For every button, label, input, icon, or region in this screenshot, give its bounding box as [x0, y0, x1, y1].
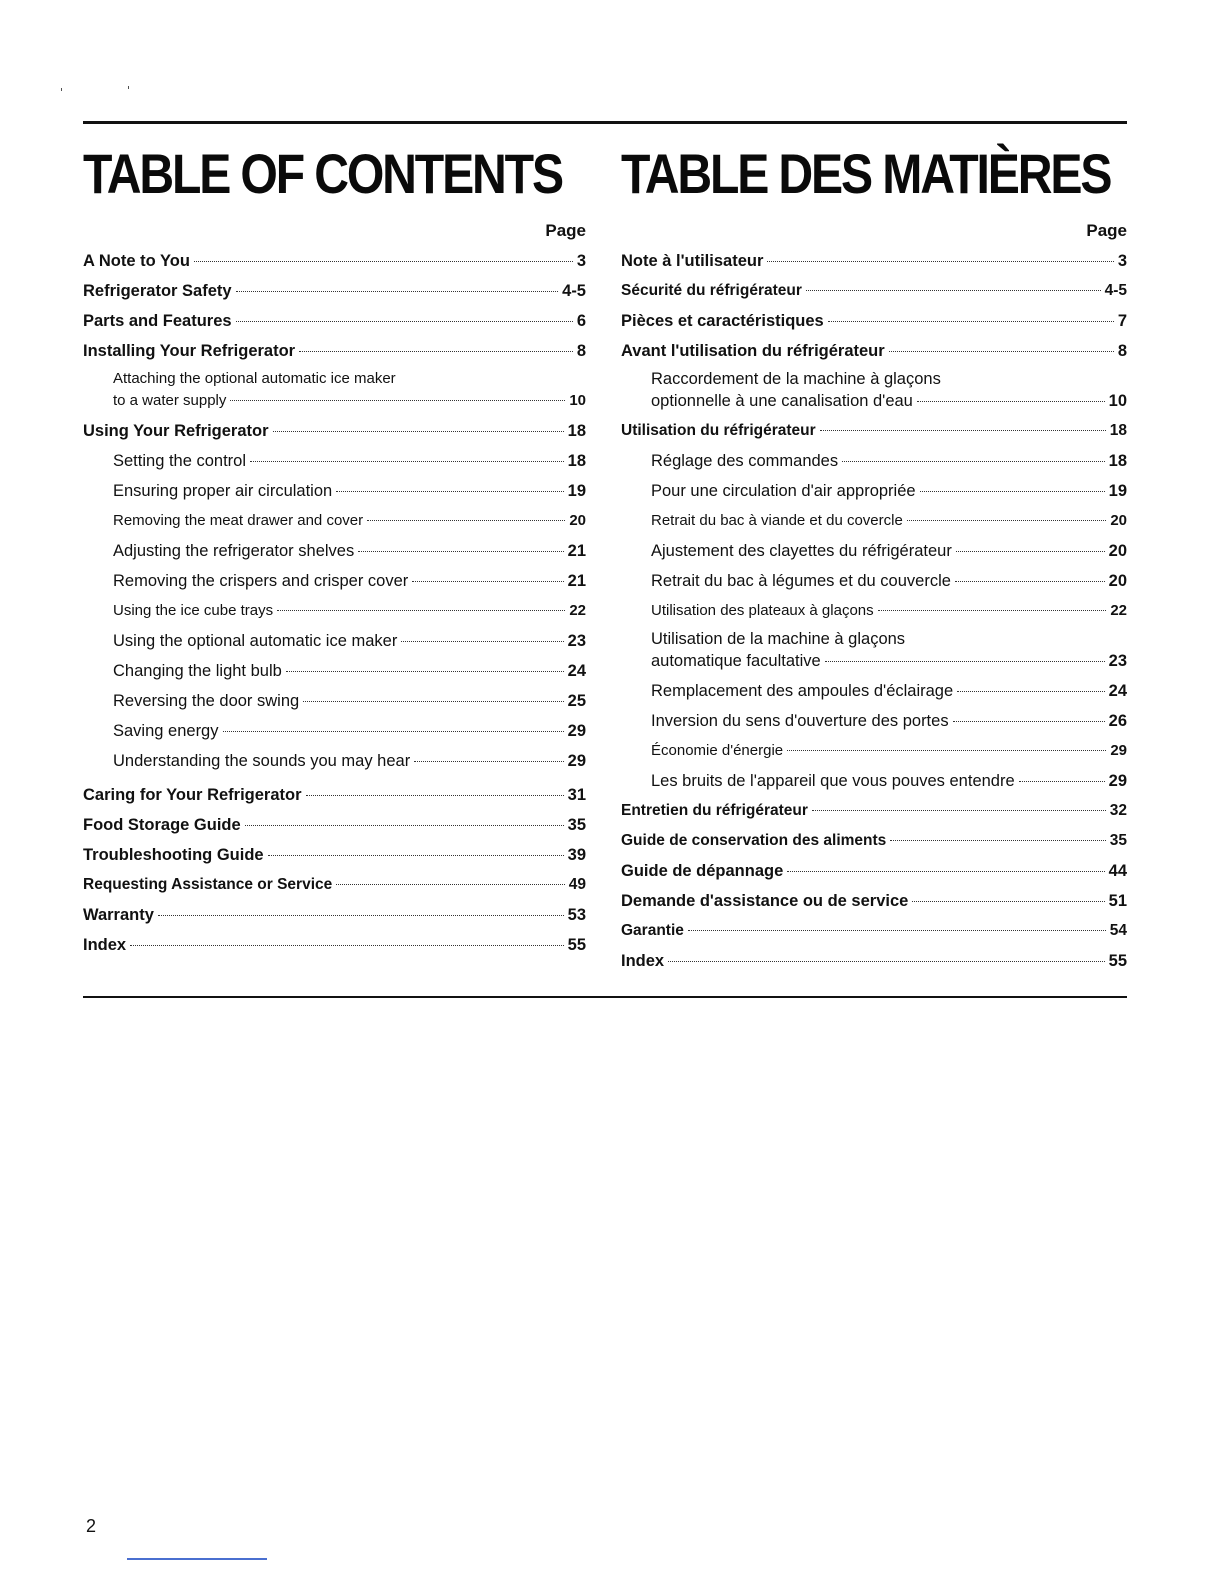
toc-entry[interactable]: [621, 916, 1127, 946]
entry-label-continued: automatique facultative: [651, 652, 821, 670]
dot-leader: [668, 961, 1105, 962]
toc-entry[interactable]: [83, 656, 586, 686]
entry-page: 29: [567, 752, 586, 770]
dot-leader: [277, 610, 565, 611]
toc-entry[interactable]: [621, 596, 1127, 626]
toc-entry[interactable]: [621, 946, 1127, 976]
entry-page: 20: [1108, 572, 1127, 590]
dot-leader: [825, 661, 1105, 662]
entry-page: 18: [567, 422, 586, 440]
entry-label: Note à l'utilisateur: [621, 252, 764, 270]
dot-leader: [367, 520, 565, 521]
entry-page: 22: [569, 602, 586, 619]
dot-leader: [299, 351, 573, 352]
dot-leader: [787, 750, 1106, 751]
entry-label: Inversion du sens d'ouverture des portes: [651, 712, 949, 730]
entry-page: 53: [567, 906, 586, 924]
english-page-label: Page: [545, 221, 586, 240]
dot-leader: [787, 871, 1104, 872]
entry-page: 10: [1108, 392, 1127, 410]
entry-page: 18: [1108, 452, 1127, 470]
toc-entry[interactable]: [621, 336, 1127, 366]
toc-entry[interactable]: [83, 416, 586, 446]
toc-entry[interactable]: [621, 366, 1127, 416]
toc-entry[interactable]: [621, 476, 1127, 506]
dot-leader: [273, 431, 564, 432]
entry-label: Food Storage Guide: [83, 816, 241, 834]
entry-label: Utilisation du réfrigérateur: [621, 422, 816, 439]
entry-page: 23: [1108, 652, 1127, 670]
toc-entry[interactable]: [621, 736, 1127, 766]
entry-label: Ensuring proper air circulation: [113, 482, 333, 500]
entry-label: Ajustement des clayettes du réfrigérateur: [651, 542, 952, 560]
toc-entry[interactable]: [621, 826, 1127, 856]
entry-label: Troubleshooting Guide: [83, 846, 264, 864]
dot-leader: [1019, 781, 1105, 782]
dot-leader: [286, 671, 564, 672]
toc-entry[interactable]: [83, 476, 586, 506]
entry-page: 18: [567, 452, 586, 470]
toc-entry[interactable]: [621, 416, 1127, 446]
entry-label: Understanding the sounds you may hear: [113, 752, 411, 770]
english-toc: [83, 138, 586, 960]
toc-entry[interactable]: [83, 840, 586, 870]
entry-page: 4-5: [562, 282, 586, 300]
entry-page: 29: [1108, 772, 1127, 790]
dot-leader: [889, 351, 1114, 352]
entry-page: 31: [567, 786, 586, 804]
dot-leader: [230, 400, 565, 401]
entry-page: 25: [567, 692, 586, 710]
french-title: TABLE DES MATIÈRES: [621, 142, 1111, 205]
dot-leader: [828, 321, 1114, 322]
toc-entry[interactable]: [83, 870, 586, 900]
dot-leader: [812, 810, 1106, 811]
entry-page: 8: [1117, 342, 1127, 360]
entry-label: Changing the light bulb: [113, 662, 282, 680]
dot-leader: [130, 945, 564, 946]
toc-entry[interactable]: [83, 626, 586, 656]
entry-label: Sécurité du réfrigérateur: [621, 282, 802, 299]
dot-leader: [336, 491, 563, 492]
entry-label: Remplacement des ampoules d'éclairage: [651, 682, 954, 700]
toc-entry[interactable]: [621, 856, 1127, 886]
entry-page: 55: [1108, 952, 1127, 970]
entry-label: Utilisation des plateaux à glaçons: [651, 602, 874, 619]
toc-entry[interactable]: [621, 566, 1127, 596]
toc-entry[interactable]: [83, 596, 586, 626]
dot-leader: [236, 291, 559, 292]
entry-page: 3: [1117, 252, 1127, 270]
dot-leader: [878, 610, 1107, 611]
scan-artifact-line: [127, 1558, 267, 1560]
dot-leader: [953, 721, 1105, 722]
entry-page: 54: [1109, 922, 1127, 939]
entry-label: Attaching the optional automatic ice maker: [113, 370, 396, 387]
entry-page: 22: [1110, 602, 1127, 619]
dot-leader: [842, 461, 1105, 462]
toc-entry[interactable]: [83, 506, 586, 536]
entry-page: 29: [567, 722, 586, 740]
dot-leader: [358, 551, 563, 552]
entry-label: Index: [621, 952, 665, 970]
entry-label: Retrait du bac à légumes et du couvercle: [651, 572, 951, 590]
entry-label: Les bruits de l'appareil que vous pouves entendre: [651, 772, 1015, 790]
entry-page: 35: [567, 816, 586, 834]
entry-page: 51: [1108, 892, 1127, 910]
entry-label: Pour une circulation d'air appropriée: [651, 482, 916, 500]
entry-label: Retrait du bac à viande et du covercle: [651, 512, 903, 529]
entry-page: 19: [567, 482, 586, 500]
entry-label: Entretien du réfrigérateur: [621, 802, 808, 819]
toc-entry[interactable]: [621, 246, 1127, 276]
entry-label: Using the optional automatic ice maker: [113, 632, 398, 650]
toc-entry[interactable]: [83, 746, 586, 776]
entry-label: Réglage des commandes: [651, 452, 839, 470]
dot-leader: [920, 491, 1105, 492]
entry-page: 26: [1108, 712, 1127, 730]
entry-label: Garantie: [621, 922, 684, 939]
entry-page: 7: [1117, 312, 1127, 330]
toc-entry[interactable]: [83, 536, 586, 566]
entry-page: 6: [576, 312, 586, 330]
toc-entry[interactable]: [621, 506, 1127, 536]
entry-label: Removing the crispers and crisper cover: [113, 572, 409, 590]
entry-page: 24: [567, 662, 586, 680]
dot-leader: [414, 761, 563, 762]
entry-label: Utilisation de la machine à glaçons: [651, 630, 906, 648]
scan-mark: ': [60, 86, 64, 99]
entry-label: Avant l'utilisation du réfrigérateur: [621, 342, 885, 360]
toc-entry[interactable]: [621, 796, 1127, 826]
dot-leader: [158, 915, 564, 916]
entry-page: 21: [567, 572, 586, 590]
entry-label: Index: [83, 936, 127, 954]
entry-page: 32: [1109, 802, 1127, 819]
dot-leader: [194, 261, 573, 262]
entry-label-continued: optionnelle à une canalisation d'eau: [651, 392, 913, 410]
entry-page: 10: [569, 392, 586, 409]
entry-page: 19: [1108, 482, 1127, 500]
dot-leader: [907, 520, 1106, 521]
dot-leader: [336, 884, 565, 885]
dot-leader: [806, 290, 1101, 291]
dot-leader: [303, 701, 563, 702]
toc-entry[interactable]: [83, 276, 586, 306]
entry-label: Warranty: [83, 906, 154, 924]
english-title: TABLE OF CONTENTS: [83, 142, 562, 205]
dot-leader: [268, 855, 564, 856]
toc-entry[interactable]: [621, 626, 1127, 676]
toc-entry[interactable]: [83, 686, 586, 716]
toc-entry[interactable]: [621, 446, 1127, 476]
dot-leader: [955, 581, 1105, 582]
entry-page: 4-5: [1104, 282, 1127, 299]
toc-entry[interactable]: [83, 566, 586, 596]
dot-leader: [957, 691, 1104, 692]
page-number: 2: [86, 1516, 97, 1536]
toc-entry[interactable]: [83, 810, 586, 840]
entry-page: 8: [576, 342, 586, 360]
dot-leader: [956, 551, 1105, 552]
toc-entry[interactable]: [83, 446, 586, 476]
dot-leader: [917, 401, 1105, 402]
entry-label: Reversing the door swing: [113, 692, 300, 710]
dot-leader: [412, 581, 563, 582]
dot-leader: [890, 840, 1105, 841]
entry-page: 21: [567, 542, 586, 560]
toc-entry[interactable]: [621, 886, 1127, 916]
bottom-rule: [83, 996, 1127, 998]
entry-page: 18: [1109, 422, 1127, 439]
entry-page: 3: [576, 252, 586, 270]
entry-label: Raccordement de la machine à glaçons: [651, 370, 941, 388]
toc-entry[interactable]: [83, 900, 586, 930]
toc-entry[interactable]: [83, 246, 586, 276]
top-rule: [83, 121, 1127, 124]
dot-leader: [912, 901, 1104, 902]
entry-label: Installing Your Refrigerator: [83, 342, 296, 360]
dot-leader: [767, 261, 1113, 262]
entry-page: 24: [1108, 682, 1127, 700]
entry-page: 39: [567, 846, 586, 864]
toc-entry[interactable]: [621, 706, 1127, 736]
entry-label: Using Your Refrigerator: [83, 422, 269, 440]
toc-entry[interactable]: [621, 276, 1127, 306]
entry-label: Using the ice cube trays: [113, 602, 274, 619]
toc-entry[interactable]: [83, 306, 586, 336]
entry-label: Guide de conservation des aliments: [621, 832, 887, 849]
entry-label: Économie d'énergie: [651, 742, 784, 759]
entry-page: 29: [1110, 742, 1127, 759]
dot-leader: [401, 641, 563, 642]
entry-page: 35: [1109, 832, 1127, 849]
dot-leader: [236, 321, 573, 322]
toc-entry[interactable]: [83, 716, 586, 746]
toc-entry[interactable]: [621, 676, 1127, 706]
dot-leader: [250, 461, 564, 462]
entry-label: Refrigerator Safety: [83, 282, 232, 300]
entry-page: 20: [1108, 542, 1127, 560]
entry-page: 49: [568, 876, 586, 893]
toc-entry[interactable]: [83, 780, 586, 810]
toc-entry[interactable]: [83, 336, 586, 366]
dot-leader: [820, 430, 1106, 431]
entry-label-continued: to a water supply: [113, 392, 227, 409]
entry-label: Requesting Assistance or Service: [83, 876, 333, 893]
entry-page: 23: [567, 632, 586, 650]
toc-entry[interactable]: [83, 930, 586, 960]
entry-page: 44: [1108, 862, 1127, 880]
dot-leader: [688, 930, 1106, 931]
entry-label: A Note to You: [83, 252, 190, 270]
french-toc: [621, 138, 1127, 976]
scan-mark: ': [127, 84, 131, 97]
french-page-label: Page: [1086, 221, 1127, 240]
entry-page: 20: [569, 512, 586, 529]
entry-page: 55: [567, 936, 586, 954]
entry-label: Adjusting the refrigerator shelves: [113, 542, 355, 560]
entry-page: 20: [1110, 512, 1127, 529]
entry-label: Saving energy: [113, 722, 219, 740]
entry-label: Caring for Your Refrigerator: [83, 786, 302, 804]
dot-leader: [245, 825, 564, 826]
entry-label: Guide de dépannage: [621, 862, 784, 880]
entry-label: Parts and Features: [83, 312, 232, 330]
toc-entry[interactable]: [621, 766, 1127, 796]
toc-entry[interactable]: [83, 366, 586, 416]
dot-leader: [306, 795, 564, 796]
entry-label: Demande d'assistance ou de service: [621, 892, 909, 910]
dot-leader: [223, 731, 564, 732]
toc-entry[interactable]: [621, 306, 1127, 336]
entry-label: Setting the control: [113, 452, 246, 470]
toc-entry[interactable]: [621, 536, 1127, 566]
entry-label: Removing the meat drawer and cover: [113, 512, 364, 529]
entry-label: Pièces et caractéristiques: [621, 312, 824, 330]
